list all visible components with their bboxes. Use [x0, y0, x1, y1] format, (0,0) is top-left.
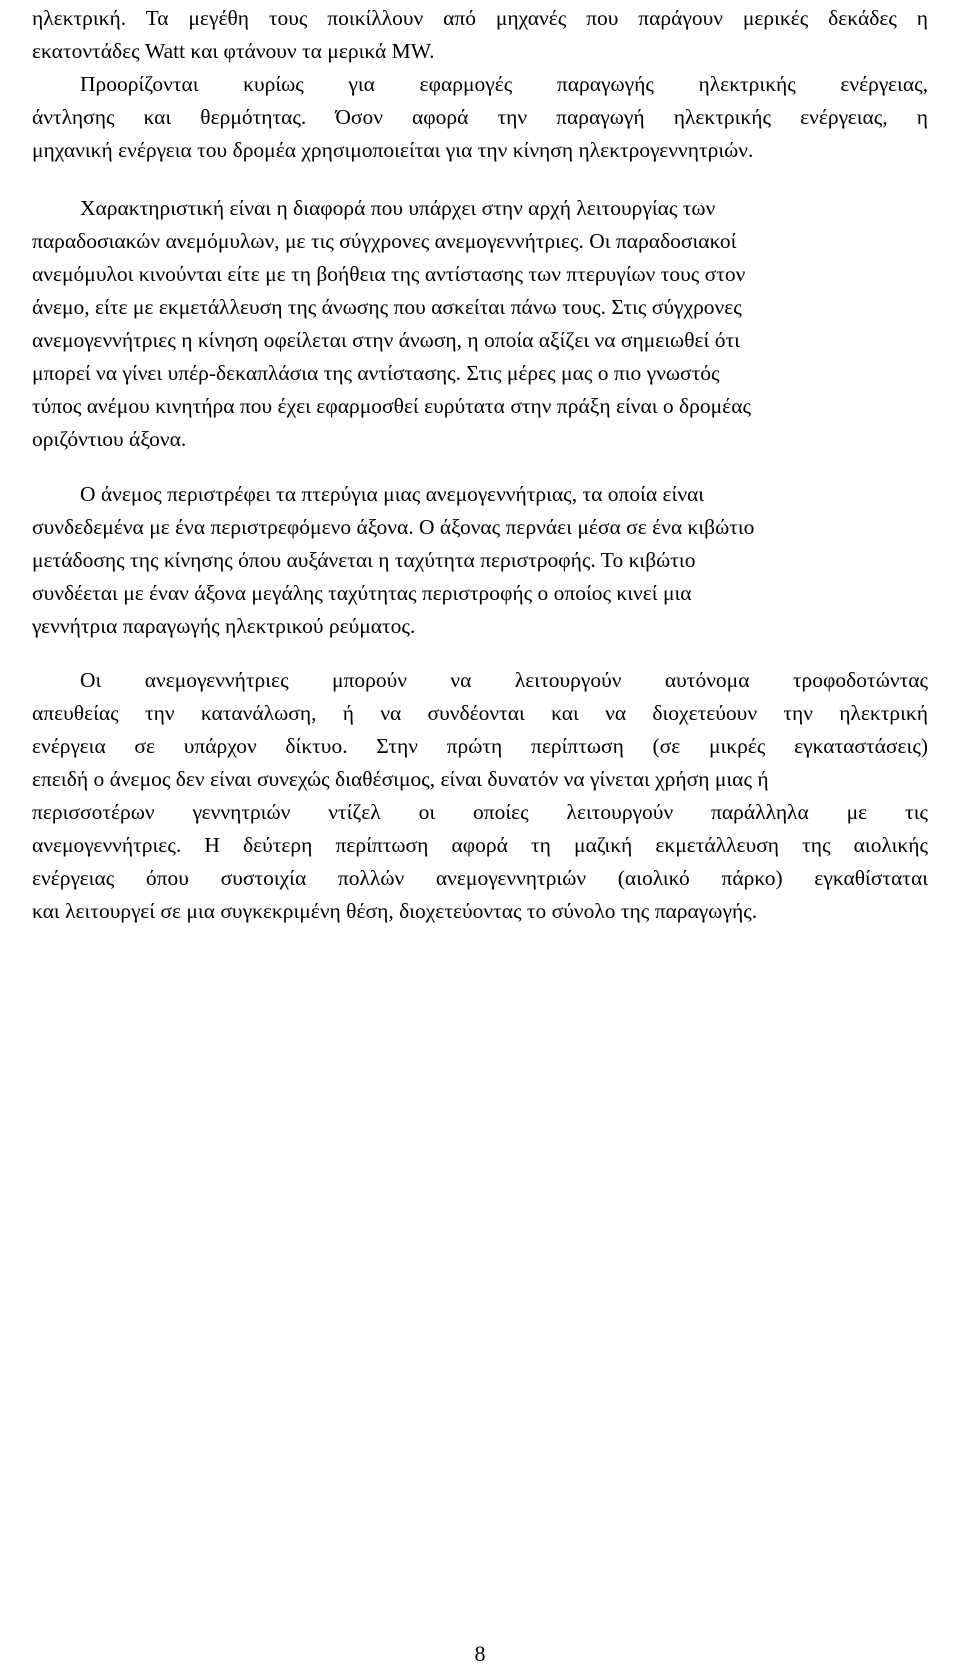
text-line: περισσοτέρων γεννητριών ντίζελ οι οποίες λειτουργούν παράλληλα με τις — [32, 800, 928, 824]
text-line: ανεμόμυλοι κινούνται είτε με τη βοήθεια της αντίστασης των πτερυγίων τους στον — [32, 262, 746, 286]
text-line: ανεμογεννήτριες. Η δεύτερη περίπτωση αφορά τη μαζική εκμετάλλευση της αιολικής — [32, 833, 928, 857]
paragraph-continuation — [32, 2, 928, 68]
text-line: άντλησης και θερμότητας. Όσον αφορά την παραγωγή ηλεκτρικής ενέργειας, η — [32, 105, 928, 129]
page-number: 8 — [474, 1641, 486, 1666]
text-line: μετάδοσης της κίνησης όπου αυξάνεται η ταχύτητα περιστροφής. Το κιβώτιο — [32, 548, 696, 572]
text-line: και λειτουργεί σε μια συγκεκριμένη θέση, διοχετεύοντας το σύνολο της παραγωγής. — [32, 899, 758, 923]
text-line: συνδεδεμένα με ένα περιστρεφόμενο άξονα. Ο άξονας περνάει μέσα σε ένα κιβώτιο — [32, 515, 755, 539]
text-line: οριζόντιου άξονα. — [32, 427, 187, 451]
text-line: Χαρακτηριστική είναι η διαφορά που υπάρχει στην αρχή λειτουργίας των — [80, 196, 716, 220]
text-line: ανεμογεννήτριες η κίνηση οφείλεται στην άνωση, η οποία αξίζει να σημειωθεί ότι — [32, 328, 740, 352]
paragraph-mechanism — [32, 478, 928, 643]
text-line: μπορεί να γίνει υπέρ-δεκαπλάσια της αντίστασης. Στις μέρες μας ο πιο γνωστός — [32, 361, 720, 385]
text-line: μηχανική ενέργεια του δρομέα χρησιμοποιείται για την κίνηση ηλεκτρογεννητριών. — [32, 138, 754, 162]
text-line: συνδέεται με έναν άξονα μεγάλης ταχύτητας περιστροφής ο οποίος κινεί μια — [32, 581, 692, 605]
text-line: παραδοσιακών ανεμόμυλων, με τις σύγχρονες ανεμογεννήτριες. Οι παραδοσιακοί — [32, 229, 737, 253]
text-line: ενέργεια σε υπάρχον δίκτυο. Στην πρώτη περίπτωση (σε μικρές εγκαταστάσεις) — [32, 734, 928, 758]
text-line: ηλεκτρική. Τα μεγέθη τους ποικίλλουν από μηχανές που παράγουν μερικές δεκάδες η — [32, 6, 928, 30]
text-line: Οι ανεμογεννήτριες μπορούν να λειτουργούν αυτόνομα τροφοδοτώντας — [80, 668, 928, 692]
text-line: εκατοντάδες Watt και φτάνουν τα μερικά MW. — [32, 39, 435, 63]
text-line: επειδή ο άνεμος δεν είναι συνεχώς διαθέσιμος, είναι δυνατόν να γίνεται χρήση μιας ή — [32, 767, 769, 791]
paragraph-applications — [32, 68, 928, 167]
paragraph-operating-principle — [32, 192, 928, 456]
text-line: γεννήτρια παραγωγής ηλεκτρικού ρεύματος. — [32, 614, 416, 638]
text-line: τύπος ανέμου κινητήρα που έχει εφαρμοσθεί ευρύτατα στην πράξη είναι ο δρομέας — [32, 394, 751, 418]
text-line: απευθείας την κατανάλωση, ή να συνδέονται και να διοχετεύουν την ηλεκτρική — [32, 701, 928, 725]
text-line: άνεμο, είτε με εκμετάλλευση της άνωσης που ασκείται πάνω τους. Στις σύγχρονες — [32, 295, 742, 319]
text-line: Ο άνεμος περιστρέφει τα πτερύγια μιας ανεμογεννήτριας, τα οποία είναι — [80, 482, 705, 506]
text-line: Προορίζονται κυρίως για εφαρμογές παραγωγής ηλεκτρικής ενέργειας, — [80, 72, 928, 96]
text-line: ενέργειας όπου συστοιχία πολλών ανεμογεννητριών (αιολικό πάρκο) εγκαθίσταται — [32, 866, 928, 890]
paragraph-operation-modes — [32, 664, 928, 928]
